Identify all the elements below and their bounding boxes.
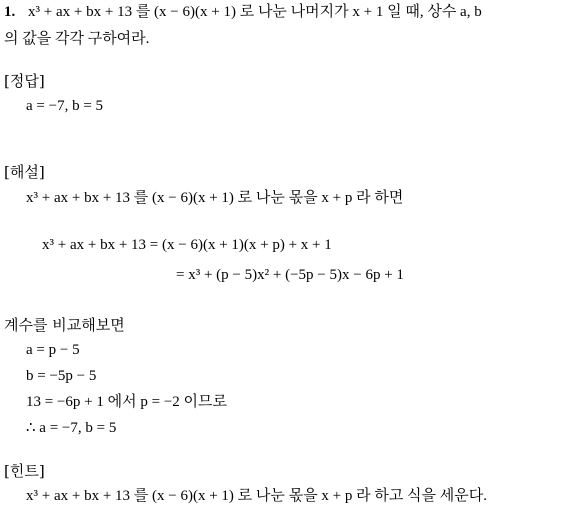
solution-heading: [해설] — [4, 163, 45, 181]
conclusion: ∴ a = −7, b = 5 — [26, 420, 117, 436]
hint-text: x³ + ax + bx + 13 를 (x − 6)(x + 1) 로 나눈 몫을 x + p 라 하고 식을 세운다. — [26, 488, 488, 504]
problem-number: 1. — [4, 4, 16, 20]
solution-intro: x³ + ax + bx + 13 를 (x − 6)(x + 1) 로 나눈 몫을 x + p 라 하면 — [26, 190, 404, 206]
problem-line-1 — [4, 2, 482, 21]
problem-text-line1: x³ + ax + bx + 13 를 (x − 6)(x + 1) 로 나눈 나머지가 x + 1 일 때, 상수 a, b — [28, 4, 482, 20]
answer-heading: [정답] — [4, 72, 45, 90]
step-p: 13 = −6p + 1 에서 p = −2 이므로 — [26, 394, 227, 410]
step-b: b = −5p − 5 — [26, 368, 97, 384]
problem-line-2 — [4, 29, 149, 48]
step-a: a = p − 5 — [26, 342, 80, 358]
answer-text: a = −7, b = 5 — [26, 98, 104, 114]
problem-text-line2: 의 값을 각각 구하여라. — [4, 31, 150, 47]
equation-line-1: x³ + ax + bx + 13 = (x − 6)(x + 1)(x + p) + x + 1 — [42, 237, 332, 253]
compare-text: 계수를 비교해보면 — [4, 316, 125, 334]
equation-line-2: = x³ + (p − 5)x² + (−5p − 5)x − 6p + 1 — [176, 267, 404, 283]
hint-heading: [힌트] — [4, 462, 45, 480]
